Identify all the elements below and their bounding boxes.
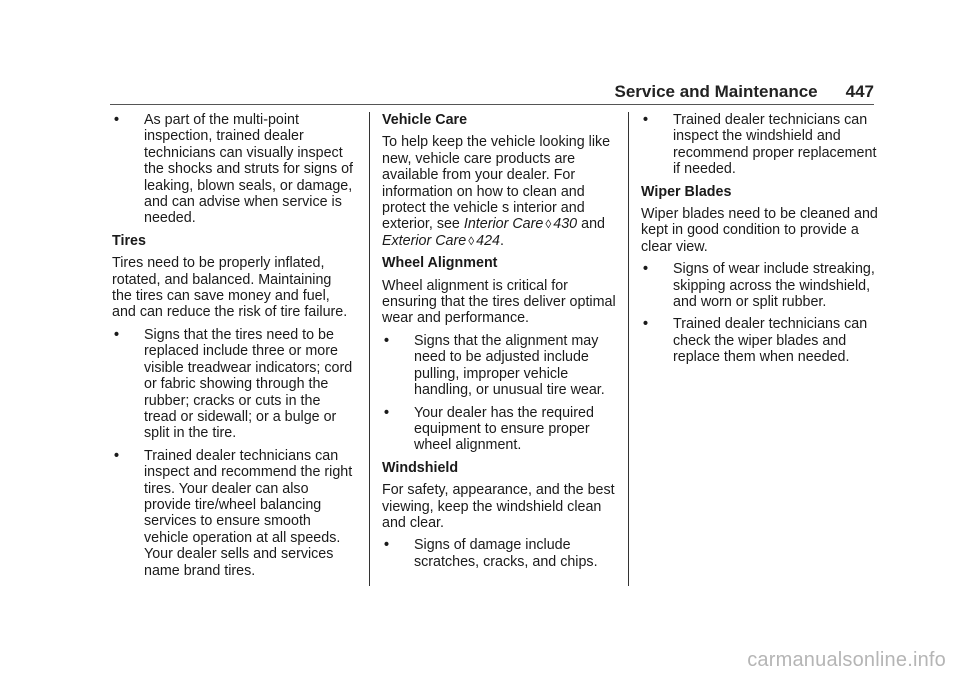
- page-ref-icon: ◊: [468, 233, 475, 248]
- bullet-icon: •: [114, 326, 120, 343]
- bullet-text: Signs that the alignment may need to be adjusted include pulling, improper vehicle handling, or unusual tire wear.: [414, 332, 605, 399]
- bullet-text: Signs of damage include scratches, cracks, and chips.: [414, 537, 598, 570]
- tires-heading: Tires: [112, 232, 146, 249]
- bullet-icon: •: [643, 112, 649, 128]
- list-item: [641, 261, 883, 310]
- bullet-text: Trained dealer technicians can inspect and recommend the right tires. Your dealer can also provide tire/wheel balancing services to ensure smooth vehicle operation at all speeds. Your dealer sells and services name brand tires.: [144, 447, 353, 579]
- vehicle-care-text: To help keep the vehicle looking like new, vehicle care products are available from your dealer. For information on how to clean and protect the vehicle s interior and exterior, see: [382, 134, 611, 233]
- column-2: [382, 112, 624, 576]
- column-divider: [628, 112, 629, 586]
- bullet-text: Signs of wear include streaking, skipping across the windshield, and worn or split rubber.: [673, 261, 875, 311]
- watermark-text: carmanualsonline.info: [747, 649, 946, 671]
- list-item: [112, 448, 354, 579]
- bullet-icon: •: [114, 112, 120, 128]
- period: .: [500, 232, 504, 249]
- wheel-alignment-heading: Wheel Alignment: [382, 255, 498, 272]
- vehicle-care-heading: Vehicle Care: [382, 112, 468, 128]
- list-item: [382, 333, 624, 399]
- page-ref-icon: ◊: [545, 217, 552, 232]
- column-3: [641, 112, 883, 372]
- list-item: [112, 327, 354, 442]
- wiper-blades-heading: Wiper Blades: [641, 183, 732, 200]
- list-item: [641, 112, 883, 178]
- vehicle-care-paragraph: [382, 134, 624, 249]
- wheel-alignment-paragraph: Wheel alignment is critical for ensuring that the tires deliver optimal wear and performance.: [382, 277, 616, 327]
- bullet-icon: •: [114, 447, 120, 464]
- section-title: Service and Maintenance: [614, 82, 818, 101]
- bullet-icon: •: [643, 261, 649, 278]
- exterior-care-page[interactable]: 424: [476, 232, 501, 249]
- exterior-care-link[interactable]: Exterior Care: [382, 232, 467, 249]
- bullet-icon: •: [384, 332, 390, 349]
- page-header: [614, 82, 874, 102]
- bullet-text: As part of the multi-point inspection, trained dealer technicians can visually inspect the shocks and struts for signs of leaking, blown seals, or damage, and can advise when service is needed.: [144, 112, 353, 227]
- column-divider: [369, 112, 370, 586]
- windshield-paragraph: For safety, appearance, and the best viewing, keep the windshield clean and clear.: [382, 482, 615, 531]
- bullet-icon: •: [384, 404, 390, 421]
- header-rule: [110, 104, 874, 105]
- interior-care-page[interactable]: 430: [553, 216, 578, 233]
- bullet-text: Your dealer has the required equipment to ensure proper wheel alignment.: [414, 404, 594, 454]
- bullet-text: Trained dealer technicians can check the wiper blades and replace them when needed.: [673, 316, 868, 366]
- bullet-text: Trained dealer technicians can inspect the windshield and recommend proper replacement if needed.: [673, 112, 877, 178]
- list-item: [382, 537, 624, 570]
- wiper-blades-paragraph: Wiper blades need to be cleaned and kept in good condition to provide a clear view.: [641, 206, 878, 255]
- interior-care-link[interactable]: Interior Care: [463, 216, 544, 233]
- bullet-icon: •: [643, 316, 649, 333]
- list-item: [641, 316, 883, 365]
- bullet-text: Signs that the tires need to be replaced include three or more visible treadwear indicators; cord or fabric showing through the rubber; cracks or cuts in the tread or sidewall; or a bulge or split in the tire.: [144, 326, 353, 442]
- bullet-icon: •: [384, 537, 390, 554]
- tires-paragraph: Tires need to be properly inflated, rotated, and balanced. Maintaining the tires can save money and fuel, and can reduce the risk of tire failure.: [112, 255, 348, 321]
- and-word: and: [581, 216, 605, 233]
- page-number: 447: [845, 82, 874, 101]
- column-1: [112, 112, 354, 585]
- windshield-heading: Windshield: [382, 459, 459, 476]
- list-item: [382, 405, 624, 454]
- list-item: [112, 112, 354, 227]
